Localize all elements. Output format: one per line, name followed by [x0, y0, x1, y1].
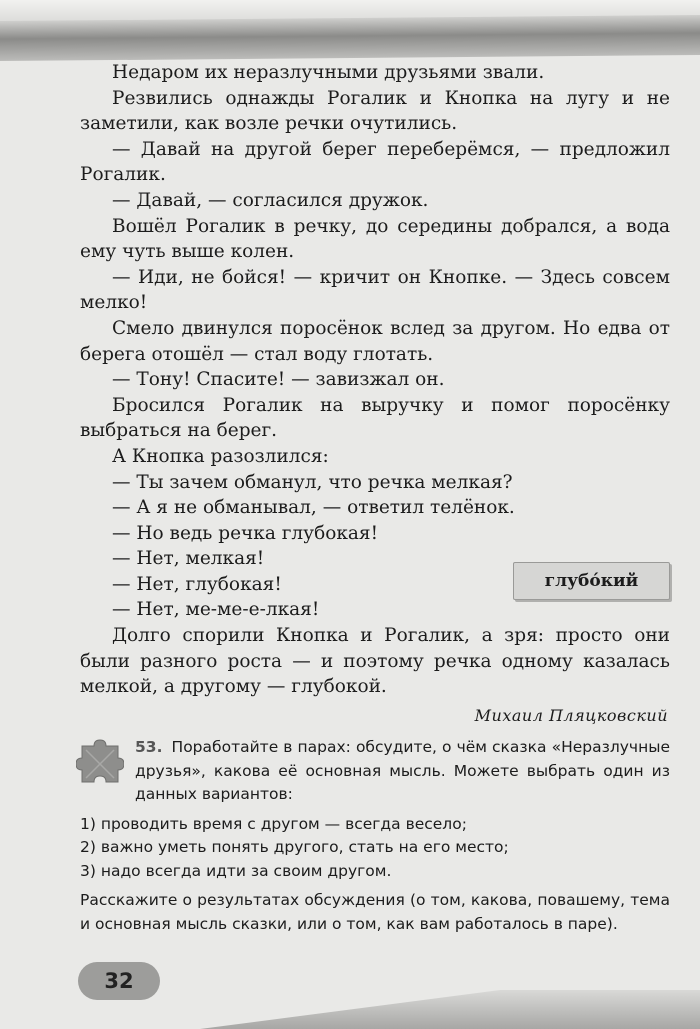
header-band [0, 15, 700, 61]
task-outro: Расскажите о результатах обсуждения (о том, какова, повашему, тема и основная мысль сказки, или о том, как вам работалось в паре). [80, 891, 670, 933]
story-paragraph: — Нет, глубокая! [112, 573, 282, 595]
story-paragraph: Вошёл Рогалик в речку, до середины добрался, а вода ему чуть выше колен. [80, 215, 670, 263]
story-paragraph: Смело двинулся поросёнок вслед за другом. Но едва от берега отошёл — стал воду глотать. [80, 317, 670, 365]
task-option: 2) важно уметь понять другого, стать на его место; [80, 838, 509, 856]
story-paragraph: А Кнопка разозлился: [112, 445, 329, 467]
story-paragraph: — Но ведь речка глубокая! [112, 522, 379, 544]
story-paragraph: — Тону! Спасите! — завизжал он. [112, 369, 445, 391]
story-paragraph: — Давай, — согласился дружок. [112, 189, 429, 211]
task-intro-text: Поработайте в парах: обсудите, о чём сказка «Неразлучные друзья», какова её основная мысль. Можете выбрать один из данных вариантов: [135, 738, 670, 803]
task-options [80, 813, 670, 884]
story-paragraph: Долго спорили Кнопка и Рогалик, а зря: просто они были разного роста — и поэтому речка одному казалась мелкой, а другому — глубокой. [80, 625, 670, 698]
story-text [80, 60, 670, 700]
task-intro [135, 736, 670, 807]
page-number: 32 [78, 962, 160, 1000]
story-paragraph: — Иди, не бойся! — кричит он Кнопке. — Здесь совсем мелко! [80, 266, 670, 314]
story-paragraph: — Давай на другой берег переберёмся, — предложил Рогалик. [80, 138, 670, 186]
story-paragraph: Недаром их неразлучными друзьями звали. [112, 62, 545, 83]
story-paragraph: Бросился Рогалик на выручку и помог поросёнку выбраться на берег. [80, 394, 670, 442]
story-author: Михаил Пляцковский [474, 706, 668, 725]
story-paragraph: Резвились однажды Рогалик и Кнопка на лугу и не заметили, как возле речки очутились. [80, 87, 670, 135]
footer-band [200, 990, 700, 1029]
task-option: 1) проводить время с другом — всегда весело; [80, 814, 467, 833]
story-paragraph: — Нет, ме-ме-е-лкая! [112, 599, 320, 621]
story-paragraph: — Нет, мелкая! [112, 548, 265, 570]
glossary-word: глубо́кий [544, 571, 639, 591]
task-number: 53. [135, 738, 163, 756]
glossary-word-box [513, 562, 670, 600]
story-paragraph: — Ты зачем обманул, что речка мелкая? [112, 471, 513, 493]
story-paragraph: — А я не обманывал, — ответил телёнок. [112, 497, 515, 519]
task-block [80, 736, 670, 936]
task-option: 3) надо всегда идти за своим другом. [80, 861, 392, 880]
